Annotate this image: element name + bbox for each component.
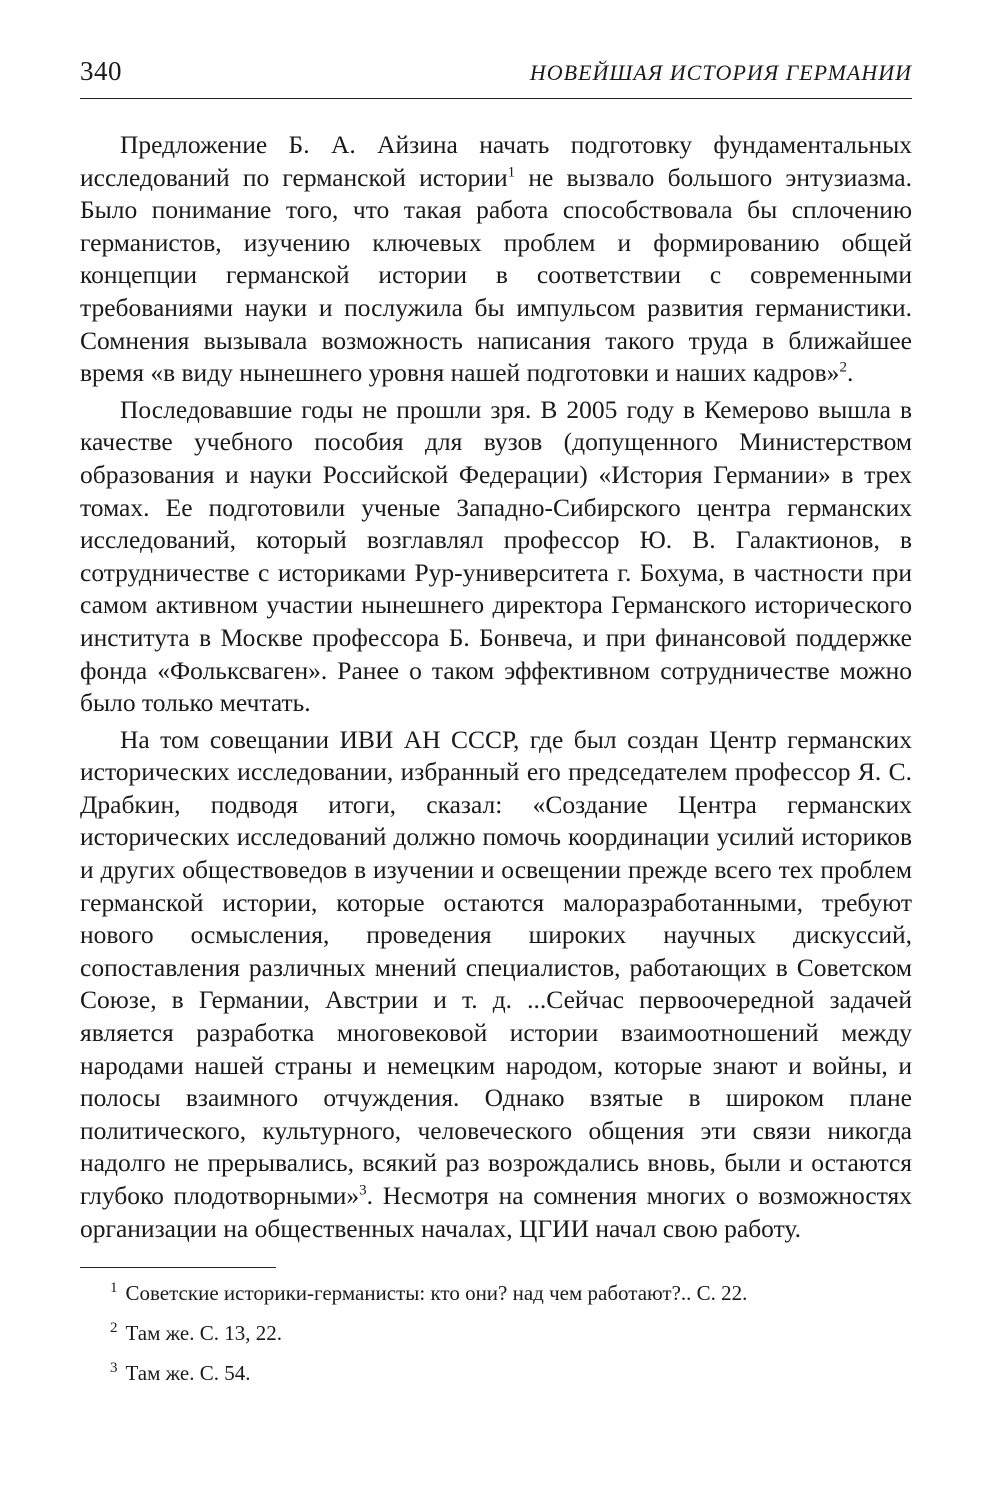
body-text (80, 129, 912, 1245)
book-page (80, 56, 912, 1400)
paragraph-1 (80, 129, 912, 390)
running-title: НОВЕЙШАЯ ИСТОРИЯ ГЕРМАНИИ (529, 60, 912, 85)
footnote-mark: 3 (110, 1360, 118, 1377)
footnote-divider (80, 1267, 276, 1268)
footnote-ref-1: 1 (507, 164, 516, 181)
footnote-text: Там же. С. 13, 22. (125, 1321, 282, 1346)
footnote-1 (80, 1280, 912, 1306)
footnote-text: Там же. С. 54. (125, 1361, 251, 1386)
paragraph-text: Предложение Б. А. Айзина начать подготовку фундаментальных исследований по германской истории (80, 130, 912, 192)
footnote-3 (80, 1360, 912, 1386)
paragraph-text: не вызвало большого энтузиазма. Было понимание того, что такая работа способствовала бы сплочению германистов, изучению ключевых проблем и формированию общей концепции германской истории в соответствии с современными требованиями науки и послужила бы импульсом развития германистики. Сомнения вызывала возможность написания такого труда в ближайшее время «в виду нынешнего уровня нашей подготовки и наших кадров» (80, 162, 912, 388)
page-header (80, 56, 912, 99)
footnote-mark: 2 (110, 1320, 118, 1337)
paragraph-2: Последовавшие годы не прошли зря. В 2005 году в Кемерово вышла в качестве учебного пособия для вузов (допущенного Министерством образования и науки Российской Федерации) «История Германии» в трех томах. Ее подготовили ученые Западно-Сибирского центра германских исследований, который возглавлял профессор Ю. В. Галактионов, в сотрудничестве с историками Рур-университета г. Бохума, в частности при самом активном участии нынешнего директора Германского исторического института в Москве профессора Б. Бонвеча, и при финансовой поддержке фонда «Фольксваген». Ранее о таком эффективном сотрудничестве можно было только мечтать. (80, 394, 912, 718)
footnote-2 (80, 1320, 912, 1346)
paragraph-3 (80, 724, 912, 1246)
paragraph-text: На том совещании ИВИ АН СССР, где был создан Центр германских исторических исследовании, избранный его председателем профессор Я. С. Драбкин, подводя итоги, сказал: «Создание Центра германских исторических исследований должно помочь координации усилий историков и других обществоведов в изучении и освещении прежде всего тех проблем германской истории, которые остаются малоразработанными, требуют нового осмысления, проведения широких научных дискуссий, сопоставления различных мнений специалистов, работающих в Советском Союзе, в Германии, Австрии и т. д. ...Сейчас первоочередной задачей является разработка многовековой истории взаимоотношений между народами нашей страны и немецким народом, которые знают и войны, и полосы взаимного отчуждения. Однако взятые в широком плане политического, культурного, человеческого общения эти связи никогда надолго не прерывались, всякий раз возрождались вновь, были и остаются глубоко плодотворными» (80, 724, 912, 1210)
page-number: 340 (80, 56, 122, 86)
footnote-ref-2: 2 (839, 359, 847, 376)
paragraph-text: . Несмотря на сомнения многих о возможностях организации на общественных началах, ЦГИИ начал свою работу. (80, 1181, 912, 1243)
paragraph-text: . (846, 358, 854, 388)
footnote-ref-3: 3 (359, 1182, 367, 1199)
footnote-text: Советские историки-германисты: кто они? над чем работают?.. С. 22. (125, 1281, 748, 1306)
footnote-mark: 1 (110, 1280, 118, 1297)
footnotes (80, 1280, 912, 1386)
